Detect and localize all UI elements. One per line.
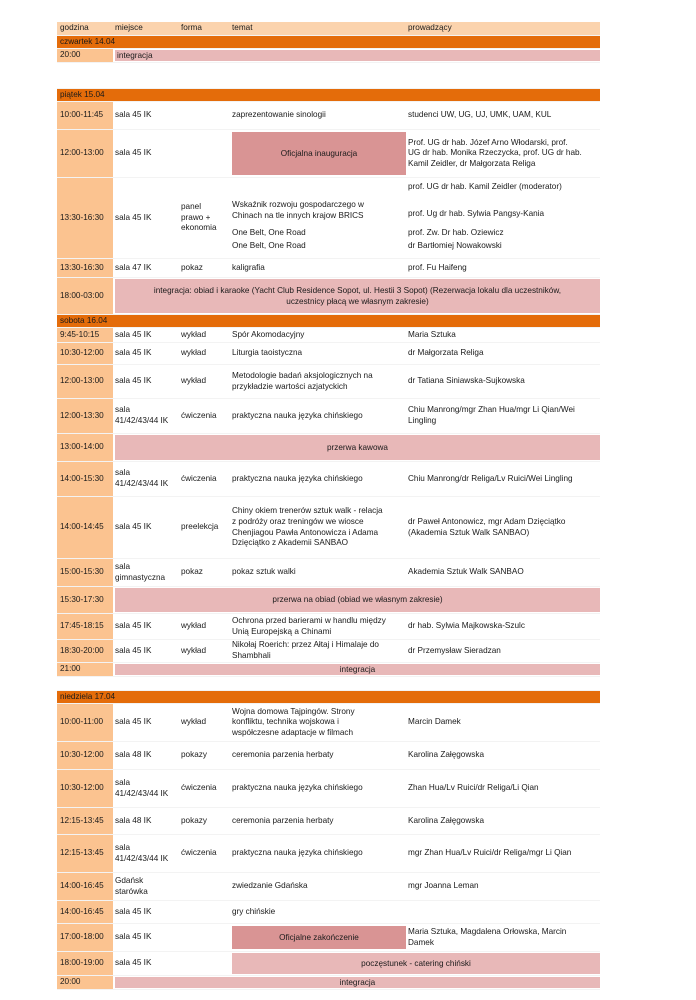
place-line: 41/42/43/44 IK (115, 416, 169, 425)
time-cell: 18:00-19:00 (57, 952, 113, 975)
event-banner (115, 977, 600, 988)
topic-cell (232, 640, 407, 662)
topic-line: One Belt, One Road (232, 241, 306, 250)
topic-cell: ceremonia parzenia herbaty (232, 815, 334, 825)
time-cell: 12:15-13:45 (57, 808, 113, 834)
topic-cell: praktyczna nauka języka chińskiego (232, 410, 363, 420)
table-row (57, 835, 600, 873)
event-text: integracja: obiad i karaoke (Yacht Club Residence Sopot, ul. Hestii 3 Sopot) (Rezerwacja lokalu dla uczestników, (153, 285, 562, 295)
topic-line: Unią Europejską a Chinami (232, 626, 332, 636)
topic-cell: Oficjalne zakończenie (279, 932, 359, 942)
day-label: sobota 16.04 (60, 315, 108, 325)
highlight-cell (232, 132, 406, 175)
time-cell: 14:00-16:45 (57, 873, 113, 900)
table-row (57, 976, 600, 990)
lead-cell: studenci UW, UG, UJ, UMK, UAM, KUL (408, 110, 552, 120)
form-cell: pokazy (181, 815, 207, 825)
table-row (57, 49, 600, 63)
place-cell (115, 835, 179, 872)
time-cell: 18:00-03:00 (57, 278, 113, 314)
header-time: godzina (60, 23, 89, 33)
time-cell: 12:00-13:30 (57, 399, 113, 433)
table-row (57, 259, 600, 278)
table-row (57, 587, 600, 614)
place-cell (115, 462, 179, 496)
time-cell: 10:00-11:45 (57, 102, 113, 129)
time-cell: 17:45-18:15 (57, 614, 113, 639)
time-cell: 12:00-13:00 (57, 130, 113, 177)
event-text: integracja (339, 977, 376, 987)
lead-cell: Karolina Załęgowska (408, 815, 485, 825)
topic-cell (232, 497, 407, 558)
table-row (57, 399, 600, 434)
event-text: uczestnicy płacą we własnym zakresie) (286, 297, 429, 306)
lead-line: (Akademia Sztuk Walk SANBAO) (408, 527, 530, 537)
header-form: forma (181, 23, 202, 33)
topic-line: konfliktu, technika wojskowa i (232, 717, 339, 727)
topic-line: Nikołaj Roerich: przez Ałtaj i Himalaje do (232, 640, 379, 650)
topic-cell (232, 704, 407, 741)
place-cell: sala 47 IK (115, 262, 152, 272)
form-cell: pokaz (181, 567, 203, 577)
topic-cell: zaprezentowanie sinologii (232, 110, 326, 120)
day-label: czwartek 14.04 (60, 36, 116, 46)
table-row (57, 462, 600, 497)
table-row (57, 497, 600, 559)
topic-cell (232, 365, 407, 398)
lead-cell (408, 399, 600, 433)
place-line: 41/42/43/44 IK (115, 853, 169, 863)
highlight-cell (232, 926, 406, 949)
lead-cell: prof. Ug dr hab. Sylwia Pangsy-Kania (408, 209, 545, 218)
event-banner (232, 953, 600, 974)
time-cell: 14:00-15:30 (57, 462, 113, 496)
place-cell (115, 399, 179, 433)
event-banner (115, 279, 600, 313)
form-cell: ćwiczenia (181, 848, 217, 858)
table-row (57, 278, 600, 315)
form-cell: wykład (181, 376, 207, 386)
lead-line: dr Paweł Antonowicz, mgr Adam Dzięciątko (408, 516, 566, 526)
day-label: piątek 15.04 (60, 89, 105, 99)
time-cell: 20:00 (57, 49, 113, 62)
moderator-text: prof. UG dr hab. Kamil Zeidler (moderator) (408, 182, 562, 191)
place-cell: sala 45 IK (115, 376, 152, 386)
table-row (57, 614, 600, 640)
event-banner (115, 664, 600, 675)
lead-cell: Akademia Sztuk Walk SANBAO (408, 567, 524, 577)
place-cell: sala 45 IK (115, 645, 152, 655)
topic-cell: kaligrafia (232, 262, 265, 272)
place-cell: sala 45 IK (115, 522, 152, 532)
place-cell: sala 45 IK (115, 621, 152, 631)
place-cell (115, 873, 179, 900)
time-cell: 10:30-12:00 (57, 770, 113, 807)
time-cell: 13:30-16:30 (57, 178, 113, 258)
day-header-saturday (57, 315, 600, 328)
time-cell: 10:30-12:00 (57, 343, 113, 364)
topic-line: Chenjiagou Pawła Antonowicza i Adama (232, 527, 379, 537)
topic-cell: zwiedzanie Gdańska (232, 881, 308, 891)
lead-cell (408, 497, 600, 558)
lead-cell (408, 130, 600, 177)
time-cell: 9:45-10:15 (57, 328, 113, 342)
lead-line: Prof. UG dr hab. Józef Arno Włodarski, prof. (408, 137, 568, 147)
topic-line: Dzięciątko z Akademii SANBAO (232, 538, 349, 548)
lead-line: Chiu Manrong/mgr Zhan Hua/mgr Li Qian/Wei (408, 405, 575, 415)
event-text: przerwa na obiad (obiad we własnym zakresie) (272, 595, 443, 605)
table-row (57, 770, 600, 808)
form-cell: pokaz (181, 262, 203, 272)
form-cell: wykład (181, 621, 207, 631)
lead-cell: mgr Zhan Hua/Lv Ruici/dr Religa/mgr Li Qian (408, 848, 572, 858)
lead-cell: Chiu Manrong/dr Religa/Lv Ruici/Wei Lingling (408, 473, 573, 483)
table-row (57, 742, 600, 770)
table-row (57, 901, 600, 924)
topic-line: Ochrona przed barierami w handlu między (232, 615, 386, 625)
place-cell: sala 45 IK (115, 932, 152, 942)
topic-cell: gry chińskie (232, 906, 276, 916)
time-cell: 18:30-20:00 (57, 640, 113, 662)
table-row (57, 343, 600, 365)
place-cell: sala 45 IK (115, 348, 152, 358)
topic-line: przykładzie wartości azjatyckich (232, 381, 348, 391)
lead-cell (408, 924, 600, 951)
time-cell: 10:30-12:00 (57, 742, 113, 769)
form-cell: ćwiczenia (181, 473, 217, 483)
form-line: panel (181, 202, 202, 212)
topic-line: Chiny okiem trenerów sztuk walk - relacja (232, 506, 383, 516)
lead-cell (408, 226, 504, 252)
place-cell: sala 48 IK (115, 750, 152, 760)
place-line: 41/42/43/44 IK (115, 788, 169, 798)
day-label: niedziela 17.04 (60, 691, 116, 701)
table-row (57, 178, 600, 259)
spacer (57, 63, 600, 89)
form-line: ekonomia (181, 223, 217, 233)
table-row (57, 924, 600, 952)
header-row (57, 22, 600, 36)
form-cell: preelekcja (181, 522, 219, 532)
topic-line: Wojna domowa Tajpingów. Strony (232, 706, 355, 716)
topic-cell: ceremonia parzenia herbaty (232, 750, 334, 760)
table-row (57, 640, 600, 663)
form-cell: wykład (181, 645, 207, 655)
form-cell: ćwiczenia (181, 410, 217, 420)
place-cell (115, 770, 179, 807)
place-cell: sala 45 IK (115, 148, 152, 158)
table-row (57, 663, 600, 677)
lead-cell: Zhan Hua/Lv Ruici/dr Religa/Li Qian (408, 783, 539, 793)
place-line: sala (115, 468, 131, 478)
day-header-friday (57, 89, 600, 102)
place-cell: sala 45 IK (115, 110, 152, 120)
place-cell: sala 45 IK (115, 717, 152, 727)
event-text: przerwa kawowa (327, 442, 388, 452)
table-row (57, 808, 600, 835)
topic-line: Metodologie badań aksjologicznych na (232, 370, 373, 380)
lead-cell: Marcin Damek (408, 717, 461, 727)
form-cell: wykład (181, 329, 207, 339)
table-row (57, 365, 600, 399)
time-cell: 13:00-14:00 (57, 434, 113, 461)
place-cell: sala 45 IK (115, 212, 152, 222)
time-cell: 15:00-15:30 (57, 559, 113, 586)
place-cell: sala 45 IK (115, 329, 152, 339)
lead-cell: mgr Joanna Leman (408, 881, 479, 891)
table-row (57, 328, 600, 343)
lead-cell: Karolina Załęgowska (408, 750, 485, 760)
time-cell: 10:00-11:00 (57, 704, 113, 741)
lead-cell: dr Tatiana Siniawska-Sujkowska (408, 376, 525, 386)
event-text: integracja (117, 50, 153, 60)
time-cell: 14:00-14:45 (57, 497, 113, 558)
lead-cell: prof. Fu Haifeng (408, 262, 467, 272)
topic-cell: Oficjalna inauguracja (280, 148, 358, 158)
topic-cell (232, 614, 407, 639)
topic-line: z podróży oraz treningów we wiosce (232, 516, 364, 526)
event-banner (115, 50, 600, 61)
lead-line: prof. Zw. Dr hab. Oziewicz (408, 228, 504, 237)
event-text: poczęstunek - catering chiński (361, 958, 471, 968)
topic-line: Wskaźnik rozwoju gospodarczego w (232, 200, 364, 209)
time-cell: 14:00-16:45 (57, 901, 113, 923)
lead-cell: Maria Sztuka (408, 329, 456, 339)
place-cell: sala 45 IK (115, 958, 152, 968)
lead-line: Kamil Zeidler, dr Małgorzata Religa (408, 158, 536, 168)
lead-line: UG dr hab. Monika Rzeczycka, prof. UG dr hab. (408, 148, 582, 158)
event-banner (115, 588, 600, 612)
topic-cell: pokaz sztuk walki (232, 567, 296, 577)
topic-line: Shambhali (232, 651, 271, 660)
time-cell: 21:00 (57, 663, 113, 676)
topic-cell: Liturgia taoistyczna (232, 348, 303, 358)
header-topic: temat (232, 23, 253, 33)
table-row (57, 952, 600, 976)
table-row (57, 559, 600, 587)
day-header-sunday (57, 691, 600, 704)
table-row (57, 434, 600, 462)
time-cell: 12:00-13:00 (57, 365, 113, 398)
header-lead: prowadzący (408, 23, 452, 33)
lead-cell: dr Przemysław Sieradzan (408, 645, 501, 655)
form-cell: wykład (181, 348, 207, 358)
topic-cell: praktyczna nauka języka chińskiego (232, 783, 363, 793)
place-line: sala (115, 561, 131, 571)
topic-cell (232, 200, 364, 221)
schedule-table (57, 22, 600, 990)
topic-cell: Spór Akomodacyjny (232, 329, 305, 339)
lead-cell: dr Małgorzata Religa (408, 348, 484, 358)
place-line: Gdańsk (115, 875, 144, 885)
table-row (57, 704, 600, 742)
place-line: sala (115, 842, 131, 852)
topic-line: Chinach na tle innych krajow BRICS (232, 210, 364, 220)
form-cell: ćwiczenia (181, 783, 217, 793)
time-cell: 13:30-16:30 (57, 259, 113, 277)
form-cell: wykład (181, 717, 207, 727)
place-cell (115, 559, 179, 586)
spacer (57, 677, 600, 691)
lead-line: Lingling (408, 416, 437, 425)
lead-line: dr Bartłomiej Nowakowski (408, 241, 502, 250)
header-place: miejsce (115, 23, 143, 33)
lead-line: Damek (408, 937, 434, 947)
time-cell: 15:30-17:30 (57, 587, 113, 613)
form-cell: pokazy (181, 750, 207, 760)
form-cell (181, 178, 231, 258)
place-cell: sala 45 IK (115, 906, 152, 916)
place-line: gimnastyczna (115, 572, 166, 582)
topic-line: One Belt, One Road (232, 228, 306, 237)
topic-cell: praktyczna nauka języka chińskiego (232, 473, 363, 483)
place-line: starówka (115, 886, 148, 896)
form-line: prawo + (181, 212, 211, 222)
day-header-thursday (57, 36, 600, 49)
event-text: integracja (339, 664, 376, 674)
table-row (57, 130, 600, 178)
lead-line: Maria Sztuka, Magdalena Orłowska, Marcin (408, 926, 567, 936)
table-row (57, 102, 600, 130)
topic-cell (232, 226, 306, 252)
lead-cell: dr hab. Sylwia Majkowska-Szulc (408, 621, 525, 631)
place-line: 41/42/43/44 IK (115, 479, 169, 488)
time-cell: 17:00-18:00 (57, 924, 113, 951)
place-cell: sala 48 IK (115, 815, 152, 825)
place-line: sala (115, 777, 131, 787)
time-cell: 20:00 (57, 976, 113, 989)
event-banner (115, 435, 600, 460)
topic-line: współczesne adaptacje w filmach (232, 727, 354, 737)
place-line: sala (115, 405, 131, 415)
topic-cell: praktyczna nauka języka chińskiego (232, 848, 363, 858)
table-row (57, 873, 600, 901)
time-cell: 12:15-13:45 (57, 835, 113, 872)
